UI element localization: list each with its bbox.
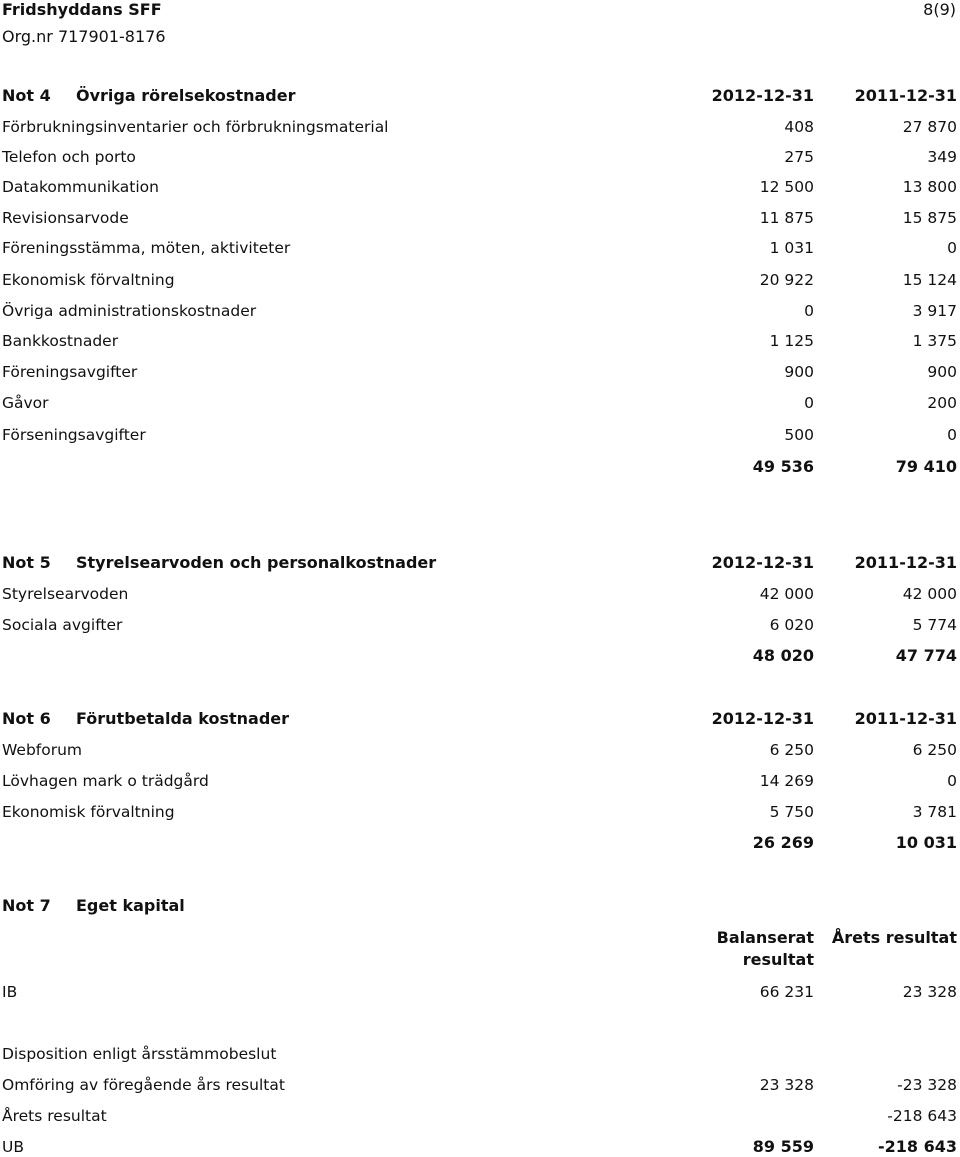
note4-row-v2: 1 375 [912,332,957,350]
note4-total-v1: 49 536 [752,457,814,476]
note7-row-v2: -218 643 [887,1107,957,1125]
note4-title: Övriga rörelsekostnader [76,86,296,105]
note4-row-v2: 27 870 [902,118,957,136]
note4-row-name: Förseningsavgifter [2,426,146,444]
note4-row-name: Revisionsarvode [2,209,129,227]
note4-row-name: Datakommunikation [2,178,159,196]
note4-col1-header: 2012-12-31 [711,86,814,105]
note7-row-name: Årets resultat [2,1107,107,1125]
note6-row-v1: 6 250 [769,741,814,759]
note7-label: Not 7 [2,896,51,915]
note4-row-v2: 15 124 [902,271,957,289]
note4-col2-header: 2011-12-31 [854,86,957,105]
note4-row-v1: 275 [784,148,814,166]
note7-ub-name: UB [2,1138,24,1156]
note7-ib-v2: 23 328 [902,983,957,1001]
note4-row-v2: 13 800 [902,178,957,196]
note4-row-v1: 0 [804,302,814,320]
note5-row-v1: 42 000 [759,585,814,603]
note6-row-name: Webforum [2,741,83,759]
note5-row-v1: 6 020 [769,616,814,634]
note4-row-v1: 12 500 [759,178,814,196]
note6-row-v2: 0 [947,772,957,790]
note4-label: Not 4 [2,86,51,105]
note5-row-v2: 5 774 [912,616,957,634]
note6-row-v2: 3 781 [912,803,957,821]
note4-row-v2: 15 875 [902,209,957,227]
note4-row-name: Föreningsstämma, möten, aktiviteter [2,239,291,257]
note4-row-v1: 0 [804,394,814,412]
note4-row-name: Ekonomisk förvaltning [2,271,175,289]
note7-disposition-heading: Disposition enligt årsstämmobeslut [2,1045,277,1063]
note6-row-v1: 5 750 [769,803,814,821]
note5-row-name: Styrelsearvoden [2,585,129,603]
note7-row-v2: -23 328 [897,1076,957,1094]
note5-col2-header: 2011-12-31 [854,553,957,572]
note4-row-v1: 20 922 [759,271,814,289]
note6-row-v1: 14 269 [759,772,814,790]
note5-total-v1: 48 020 [752,646,814,665]
note4-row-name: Gåvor [2,394,49,412]
note4-row-v2: 3 917 [912,302,957,320]
note4-row-v1: 1 031 [769,239,814,257]
note4-row-v1: 11 875 [759,209,814,227]
note7-col1-header-line1: Balanserat [716,928,814,947]
note6-col2-header: 2011-12-31 [854,709,957,728]
note7-ub-v2: -218 643 [877,1137,957,1156]
note6-total-v1: 26 269 [752,833,814,852]
note4-row-v1: 408 [784,118,814,136]
company-name: Fridshyddans SFF [2,0,162,19]
note4-row-v2: 0 [947,426,957,444]
note6-col1-header: 2012-12-31 [711,709,814,728]
note4-row-v2: 0 [947,239,957,257]
org-number: Org.nr 717901-8176 [2,27,166,46]
note4-total-v2: 79 410 [895,457,957,476]
note5-title: Styrelsearvoden och personalkostnader [76,553,437,572]
note6-label: Not 6 [2,709,51,728]
note7-ib-v1: 66 231 [759,983,814,1001]
note4-row-v1: 900 [784,363,814,381]
note4-row-v2: 200 [927,394,957,412]
note7-title: Eget kapital [76,896,185,915]
note4-row-v2: 900 [927,363,957,381]
note5-row-v2: 42 000 [902,585,957,603]
note7-ib-name: IB [2,983,18,1001]
note6-title: Förutbetalda kostnader [76,709,290,728]
note6-row-v2: 6 250 [912,741,957,759]
note4-row-name: Övriga administrationskostnader [2,302,257,320]
note4-row-v2: 349 [927,148,957,166]
note7-row-v1: 23 328 [759,1076,814,1094]
note5-total-v2: 47 774 [895,646,957,665]
page-number: 8(9) [923,0,956,19]
note6-row-name: Lövhagen mark o trädgård [2,772,209,790]
note7-ub-v1: 89 559 [752,1137,814,1156]
note4-row-v1: 1 125 [769,332,814,350]
note7-col1-header-line2: resultat [742,950,814,969]
note4-row-name: Telefon och porto [2,148,136,166]
note5-label: Not 5 [2,553,51,572]
note7-row-name: Omföring av föregående års resultat [2,1076,285,1094]
note5-col1-header: 2012-12-31 [711,553,814,572]
note7-col2-header: Årets resultat [831,928,957,947]
note4-row-v1: 500 [784,426,814,444]
note4-row-name: Föreningsavgifter [2,363,138,381]
note4-row-name: Bankkostnader [2,332,119,350]
note5-row-name: Sociala avgifter [2,616,123,634]
note4-row-name: Förbrukningsinventarier och förbrukningsmaterial [2,118,389,136]
note6-total-v2: 10 031 [895,833,957,852]
note6-row-name: Ekonomisk förvaltning [2,803,175,821]
